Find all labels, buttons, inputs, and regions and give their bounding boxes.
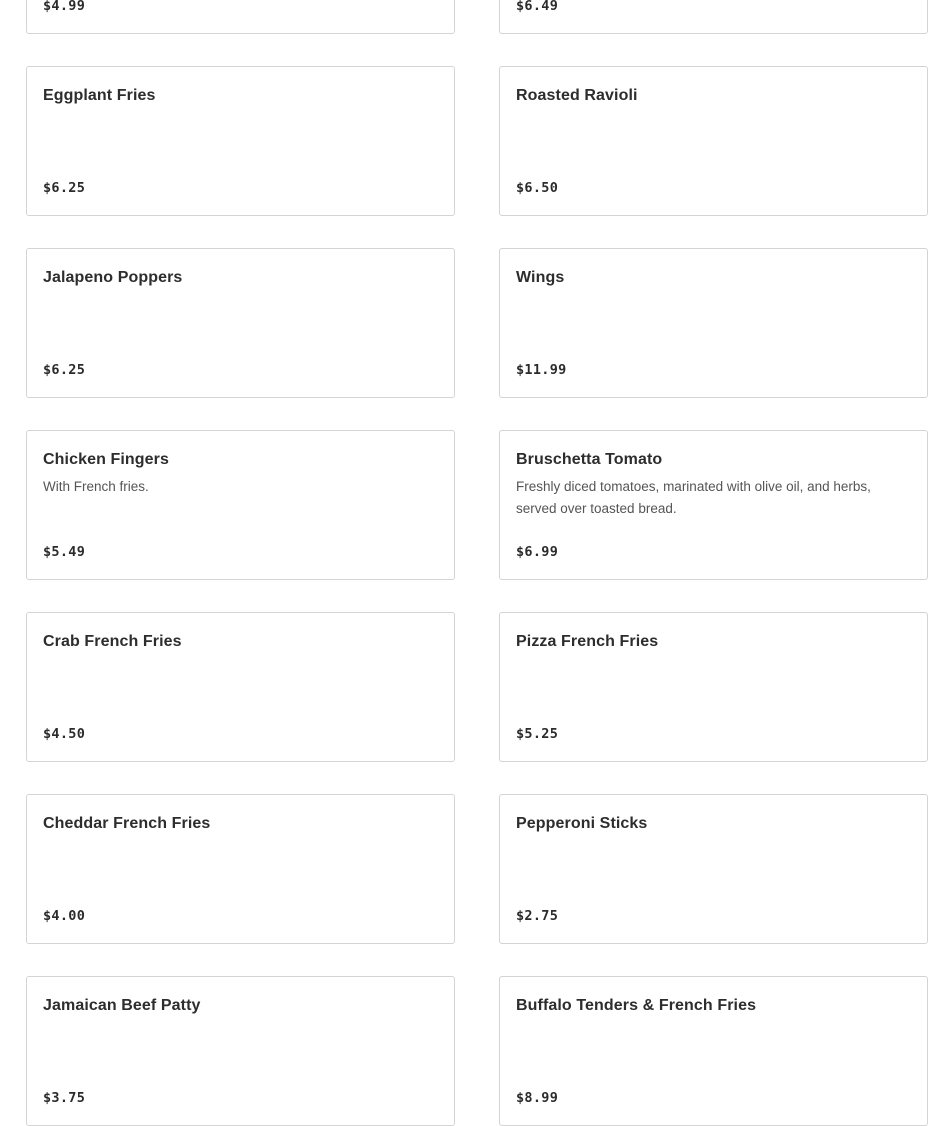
menu-item-card[interactable] — [499, 612, 928, 762]
menu-item-name: Wings — [516, 269, 565, 286]
menu-item-card[interactable] — [26, 248, 455, 398]
menu-item-card[interactable] — [26, 612, 455, 762]
menu-item-card[interactable] — [499, 66, 928, 216]
menu-item-price: $6.50 — [516, 180, 559, 196]
menu-item-name: Chicken Fingers — [43, 451, 169, 468]
menu-item-card[interactable] — [26, 430, 455, 580]
menu-item-price: $11.99 — [516, 362, 567, 378]
menu-item-price: $6.25 — [43, 362, 86, 378]
menu-item-card[interactable] — [26, 0, 455, 34]
menu-item-name: Cheddar French Fries — [43, 815, 211, 832]
menu-item-card[interactable] — [499, 976, 928, 1126]
menu-item-price: $6.99 — [516, 544, 559, 560]
menu-item-name: Pizza French Fries — [516, 633, 659, 650]
menu-item-price: $3.75 — [43, 1090, 86, 1106]
menu-item-price: $5.25 — [516, 726, 559, 742]
menu-item-name: Jamaican Beef Patty — [43, 997, 201, 1014]
menu-item-price: $8.99 — [516, 1090, 559, 1106]
menu-item-card[interactable] — [499, 248, 928, 398]
menu-item-card[interactable] — [26, 976, 455, 1126]
menu-item-name: Buffalo Tenders & French Fries — [516, 997, 757, 1014]
menu-item-card[interactable] — [26, 794, 455, 944]
menu-item-price: $6.25 — [43, 180, 86, 196]
menu-item-grid — [26, 0, 928, 1126]
menu-item-card[interactable] — [499, 430, 928, 580]
menu-item-price: $6.49 — [516, 0, 559, 14]
menu-item-description: Freshly diced tomatoes, marinated with olive oil, and herbs, served over toasted bread. — [516, 479, 871, 516]
menu-item-name: Pepperoni Sticks — [516, 815, 648, 832]
menu-item-price: $4.99 — [43, 0, 86, 14]
menu-item-price: $4.00 — [43, 908, 86, 924]
menu-item-name: Bruschetta Tomato — [516, 451, 663, 468]
menu-item-description: With French fries. — [43, 479, 149, 494]
menu-item-name: Eggplant Fries — [43, 87, 156, 104]
menu-item-card[interactable] — [499, 794, 928, 944]
menu-item-name: Jalapeno Poppers — [43, 269, 183, 286]
menu-item-price: $4.50 — [43, 726, 86, 742]
menu-item-card[interactable] — [499, 0, 928, 34]
menu-item-card[interactable] — [26, 66, 455, 216]
menu-item-name: Crab French Fries — [43, 633, 182, 650]
menu-item-name: Roasted Ravioli — [516, 87, 638, 104]
menu-item-price: $5.49 — [43, 544, 86, 560]
menu-item-price: $2.75 — [516, 908, 559, 924]
